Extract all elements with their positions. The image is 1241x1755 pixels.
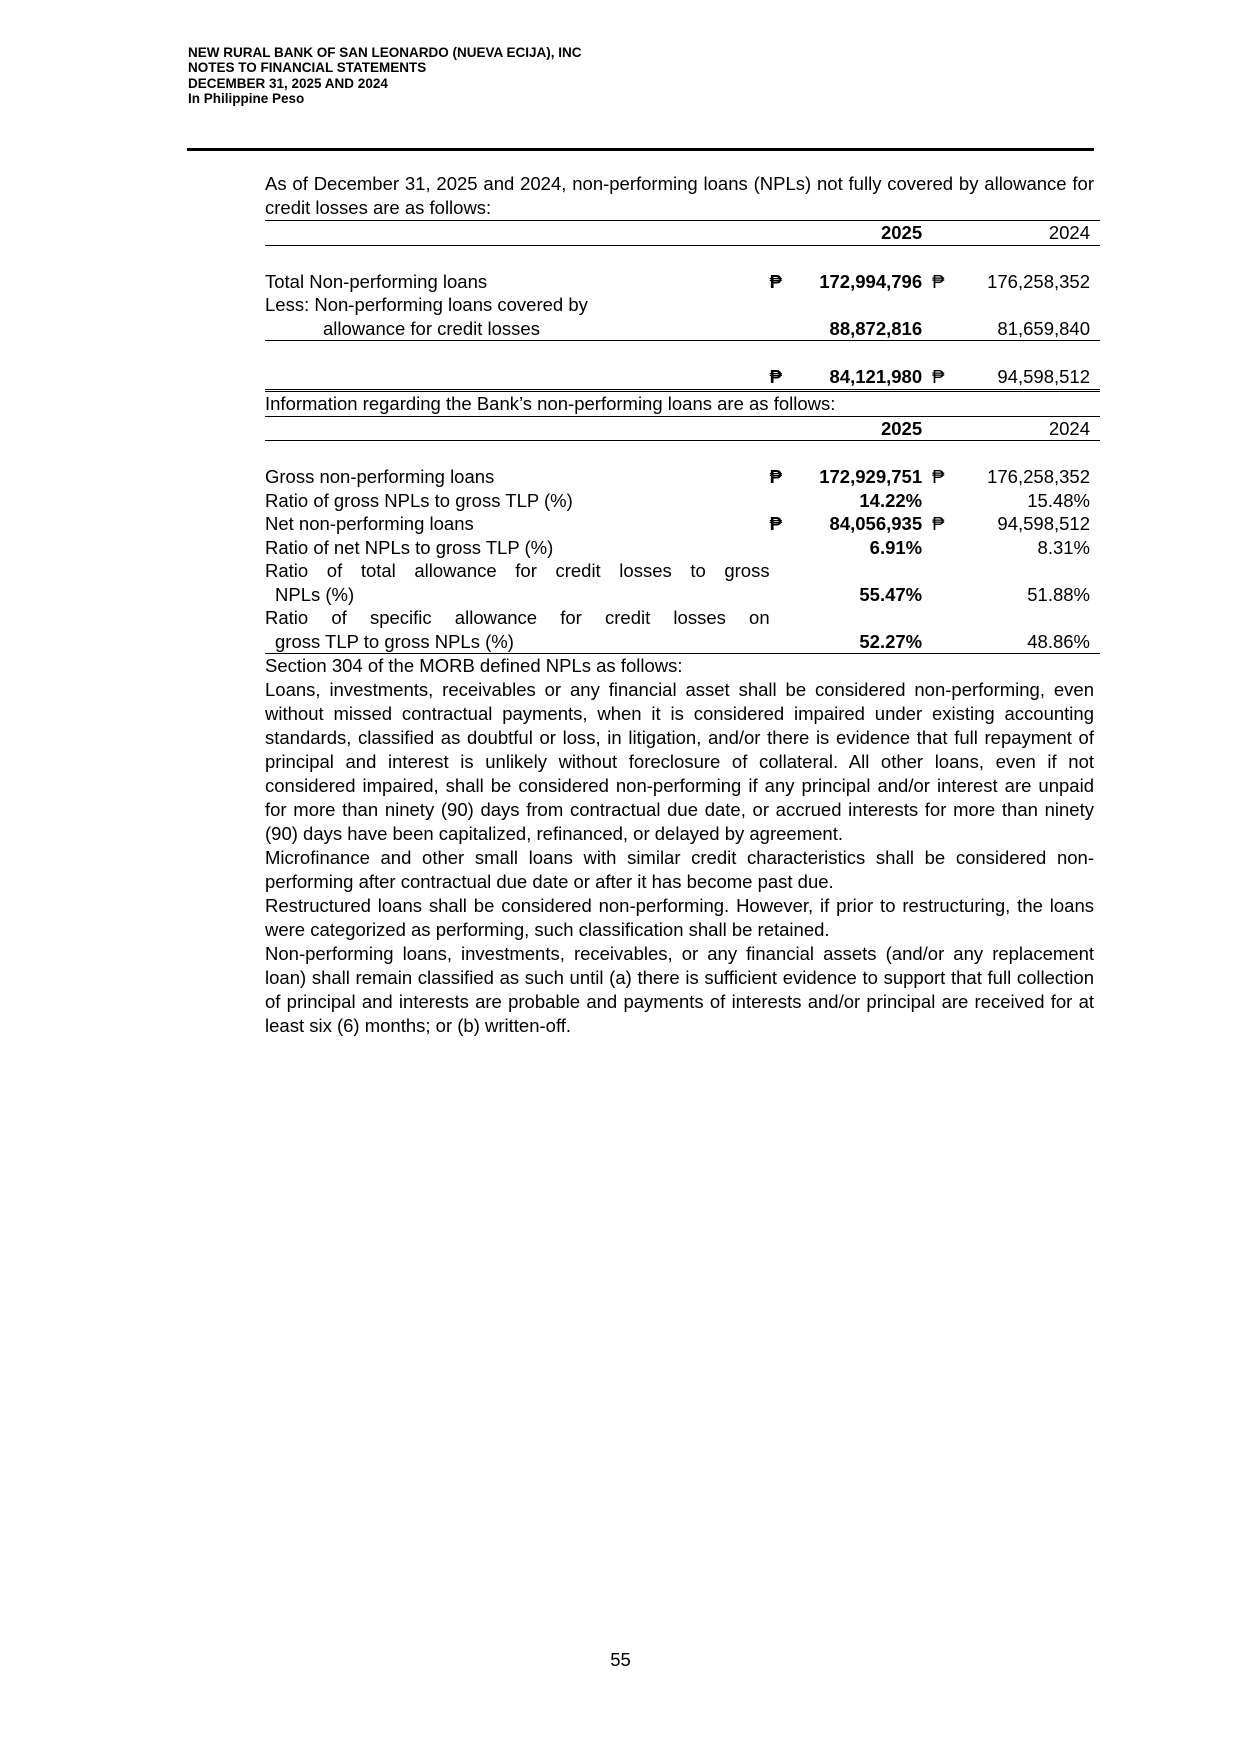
row-label-cont: allowance for credit losses	[265, 317, 770, 341]
row-label: Less: Non-performing loans covered by	[265, 294, 588, 315]
row-label: Ratio of specific allowance for credit losses on	[265, 607, 770, 628]
table-row	[265, 536, 1100, 560]
peso-sign: ₱	[769, 513, 782, 534]
total-2025: 84,121,980	[796, 365, 932, 390]
value-2025: 84,056,935	[829, 513, 923, 534]
table-row	[265, 630, 1100, 654]
table2-intro: Information regarding the Bank’s non-performing loans are as follows:	[265, 392, 836, 414]
value-2025: 52.27%	[796, 630, 932, 654]
peso-sign: ₱	[932, 270, 945, 292]
value-2024: 15.48%	[1027, 489, 1090, 511]
currency-note: In Philippine Peso	[188, 91, 305, 107]
row-label: Net non-performing loans	[265, 513, 474, 534]
page-content	[265, 172, 1094, 1038]
npl-coverage-table	[265, 220, 1100, 392]
value-2025: 6.91%	[869, 536, 923, 558]
row-label-cont: NPLs (%)	[275, 583, 355, 605]
paragraph-classification: Non-performing loans, investments, receivables, or any financial assets (and/or any replacement loan) shall remain classified as such until (a) there is sufficient evidence to support that full collection of principal and interests are probable and payments of interests and/or principal are received for at least six (6) months; or (b) written-off.	[265, 943, 1094, 1036]
col-2025-header: 2025	[796, 221, 932, 246]
value-2024: 48.86%	[964, 630, 1100, 654]
table-row	[265, 489, 1100, 513]
value-2025: 55.47%	[859, 583, 923, 605]
peso-sign: ₱	[769, 466, 782, 487]
value-2024: 81,659,840	[964, 317, 1100, 341]
value-2024: 94,598,512	[997, 513, 1090, 534]
table-header-row	[265, 221, 1100, 246]
row-label: Gross non-performing loans	[265, 466, 495, 487]
statement-title: NOTES TO FINANCIAL STATEMENTS	[188, 60, 427, 76]
table-row	[265, 293, 1100, 317]
value-2024: 8.31%	[1037, 536, 1090, 558]
statement-date: DECEMBER 31, 2025 AND 2024	[188, 75, 388, 91]
table-row	[265, 559, 1100, 583]
table-row	[265, 270, 1100, 294]
row-label-cont: gross TLP to gross NPLs (%)	[265, 630, 770, 654]
peso-sign: ₱	[770, 365, 797, 390]
paragraph-section-304: Section 304 of the MORB defined NPLs as follows:	[265, 655, 683, 676]
row-label: Ratio of gross NPLs to gross TLP (%)	[265, 489, 573, 511]
col-2024-header: 2024	[964, 416, 1100, 441]
table-row	[265, 606, 1100, 630]
table-total-row	[265, 365, 1100, 390]
peso-sign: ₱	[932, 466, 945, 487]
npl-information-table	[265, 416, 1100, 655]
row-label: Ratio of net NPLs to gross TLP (%)	[265, 536, 554, 558]
page-number: 55	[610, 1649, 631, 1670]
row-label: Ratio of total allowance for credit losses to gross	[265, 560, 770, 581]
value-2024: 176,258,352	[987, 270, 1090, 292]
paragraph-npl-definition: Loans, investments, receivables or any financial asset shall be considered non-performing, even without missed contractual payments, when it is considered impaired under existing accounting standards, classified as doubtful or loss, in litigation, and/or there is evidence that full repayment of principal and interest is unlikely without foreclosure of collateral. All other loans, even if not considered impaired, shall be considered non-performing if any principal and/or interest are unpaid for more than ninety (90) days from contractual due date, or accrued interests for more than ninety (90) days have been capitalized, refinanced, or delayed by agreement.	[265, 679, 1094, 844]
header-rule	[187, 148, 1094, 151]
table-row	[265, 465, 1100, 489]
bank-name: NEW RURAL BANK OF SAN LEONARDO (NUEVA ECIJA), INC	[188, 45, 582, 60]
value-2025: 172,994,796	[819, 270, 923, 292]
value-2024: 51.88%	[1027, 583, 1090, 605]
col-2024-header: 2024	[964, 221, 1100, 246]
paragraph-microfinance: Microfinance and other small loans with similar credit characteristics shall be considered non-performing after contractual due date or after it has become past due.	[265, 847, 1094, 892]
peso-sign: ₱	[932, 365, 964, 390]
value-2024: 176,258,352	[987, 466, 1090, 487]
table-row	[265, 317, 1100, 341]
peso-sign: ₱	[932, 513, 945, 534]
value-2025: 14.22%	[859, 489, 923, 511]
total-2024: 94,598,512	[964, 365, 1100, 390]
table1-intro: As of December 31, 2025 and 2024, non-performing loans (NPLs) not fully covered by allowance for credit losses are as follows:	[265, 173, 1094, 218]
document-header	[188, 45, 582, 107]
table-row	[265, 583, 1100, 607]
row-label: Total Non-performing loans	[265, 270, 488, 292]
peso-sign: ₱	[769, 270, 782, 292]
table-row	[265, 512, 1100, 536]
value-2025: 172,929,751	[819, 466, 923, 487]
value-2025: 88,872,816	[796, 317, 932, 341]
table-header-row	[265, 416, 1100, 441]
paragraph-restructured: Restructured loans shall be considered non-performing. However, if prior to restructuring, the loans were categorized as performing, such classification shall be retained.	[265, 895, 1094, 940]
col-2025-header: 2025	[796, 416, 932, 441]
